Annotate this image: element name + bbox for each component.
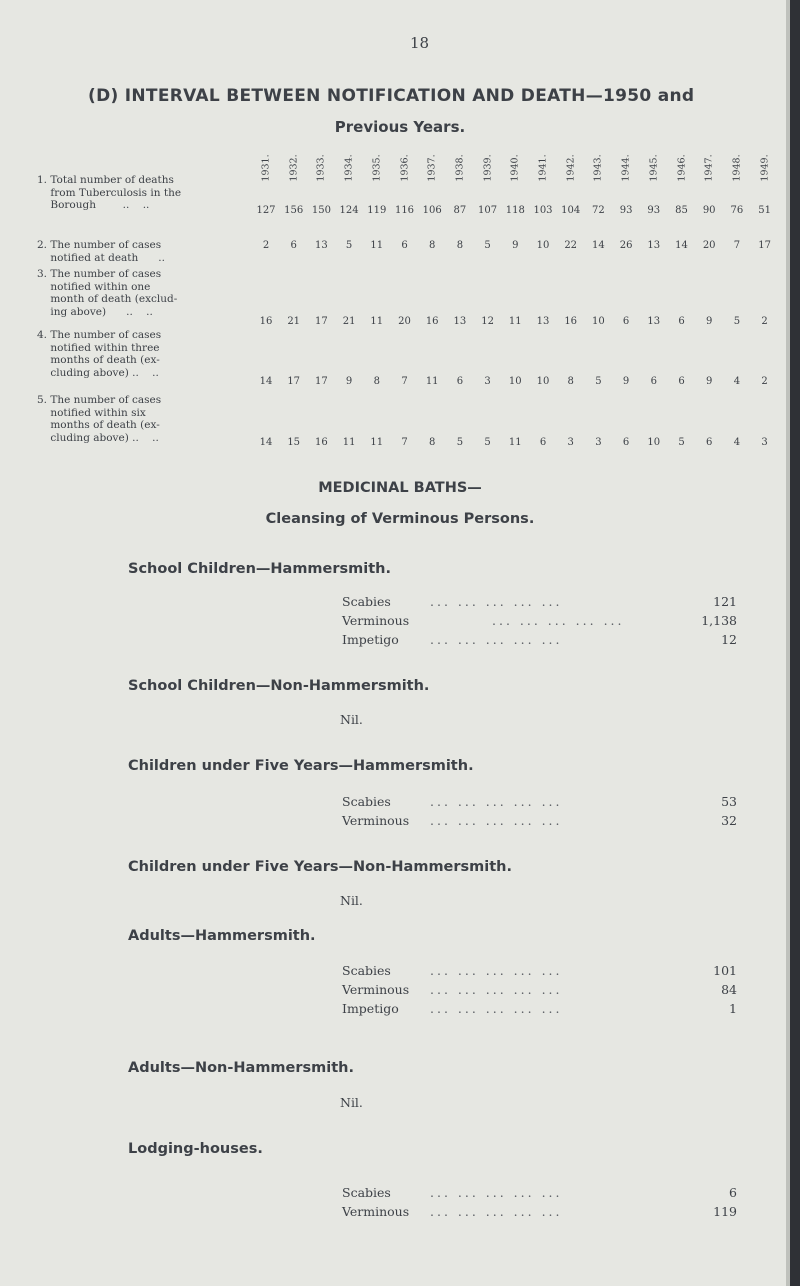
leader-dots: ... ... ... ... ... — [430, 963, 563, 978]
leader-dots: ... ... ... ... ... — [430, 813, 563, 828]
table-cell: 119 — [367, 205, 387, 216]
baths-title: MEDICINAL BATHS— — [318, 480, 482, 496]
section-heading: Lodging-houses. — [128, 1141, 263, 1157]
year-header — [698, 143, 720, 193]
year-header — [643, 143, 665, 193]
table-cell: 17 — [287, 376, 301, 387]
table-cell: 13 — [453, 316, 467, 327]
list-item — [342, 632, 737, 650]
year-header — [671, 143, 693, 193]
year-header-label: 1945. — [648, 154, 660, 182]
table-cell: 6 — [622, 437, 630, 448]
table-cell: 20 — [398, 316, 411, 327]
table-cell: 5 — [595, 376, 602, 387]
table-cell: 13 — [647, 240, 661, 251]
table-cell: 116 — [394, 205, 415, 216]
table-cell: 8 — [567, 376, 574, 387]
item-name: Impetigo — [342, 632, 399, 647]
year-header — [310, 143, 332, 193]
table-cell: 11 — [370, 437, 384, 448]
table-cell: 16 — [564, 316, 578, 327]
table-cell: 22 — [564, 240, 578, 251]
table-cell: 17 — [315, 376, 328, 387]
table-cell: 5 — [678, 437, 685, 448]
year-header-label: 1943. — [592, 154, 604, 182]
item-value: 53 — [721, 794, 737, 809]
item-value: 32 — [721, 813, 737, 828]
list-item — [342, 594, 737, 612]
table-cell: 5 — [733, 316, 741, 327]
year-header — [726, 143, 748, 193]
section-heading: Adults—Hammersmith. — [128, 928, 316, 944]
table-cell: 90 — [702, 205, 716, 216]
nil-text: Nil. — [340, 1095, 363, 1110]
table-cell: 11 — [342, 437, 356, 448]
year-header-label: 1947. — [703, 154, 715, 182]
item-name: Impetigo — [342, 1001, 399, 1016]
table-cell: 6 — [622, 316, 630, 327]
year-header-label: 1948. — [731, 154, 743, 182]
year-header-label: 1940. — [509, 154, 521, 182]
table-cell: 8 — [373, 376, 380, 387]
table-cell: 156 — [284, 205, 304, 216]
baths-subtitle: Cleansing of Verminous Persons. — [265, 511, 535, 527]
item-name: Verminous — [342, 1204, 410, 1219]
item-value: 6 — [729, 1185, 737, 1200]
table-cell: 6 — [290, 240, 297, 251]
table-cell: 85 — [675, 205, 688, 216]
table-cell: 150 — [311, 205, 331, 216]
year-header — [338, 143, 360, 193]
item-value: 119 — [713, 1204, 737, 1219]
page-edge-strip — [786, 0, 790, 1286]
table-cell: 9 — [345, 376, 353, 387]
table-cell: 9 — [622, 376, 630, 387]
table-title: (D) INTERVAL BETWEEN NOTIFICATION AND DEATH—1950 and — [88, 86, 695, 106]
table-cell: 6 — [706, 437, 713, 448]
row-label: 2. The number of cases notified at death .. — [37, 239, 165, 264]
leader-dots: ... ... ... ... ... — [430, 1185, 563, 1200]
table-cell: 76 — [730, 205, 744, 216]
section-heading: Adults—Non-Hammersmith. — [128, 1060, 354, 1076]
table-cell: 9 — [706, 376, 713, 387]
table-cell: 13 — [647, 316, 661, 327]
table-cell: 10 — [647, 437, 661, 448]
item-name: Verminous — [342, 613, 410, 628]
table-cell: 14 — [259, 376, 273, 387]
section-heading: Children under Five Years—Non-Hammersmith. — [128, 859, 513, 875]
year-header-label: 1935. — [371, 154, 383, 182]
section-heading: Children under Five Years—Hammersmith. — [128, 758, 474, 774]
item-name: Verminous — [342, 982, 410, 997]
section-heading: School Children—Non-Hammersmith. — [128, 678, 430, 694]
leader-dots: ... ... ... ... ... — [430, 794, 563, 809]
item-value: 84 — [721, 982, 737, 997]
year-header-label: 1944. — [620, 154, 632, 182]
year-header-label: 1934. — [343, 154, 355, 182]
year-header-label: 1937. — [426, 154, 438, 182]
table-cell: 127 — [256, 205, 276, 216]
table-cell: 6 — [678, 316, 685, 327]
table-cell: 93 — [647, 205, 661, 216]
table-cell: 11 — [370, 240, 384, 251]
table-cell: 13 — [315, 240, 328, 251]
table-cell: 118 — [505, 205, 525, 216]
table-cell: 103 — [533, 205, 553, 216]
table-cell: 5 — [484, 240, 491, 251]
table-cell: 93 — [619, 205, 633, 216]
year-header — [421, 143, 443, 193]
table-cell: 10 — [536, 240, 550, 251]
year-header-label: 1941. — [537, 154, 549, 182]
table-cell: 14 — [592, 240, 605, 251]
table-cell: 2 — [761, 376, 768, 387]
table-cell: 4 — [733, 376, 741, 387]
year-header-label: 1933. — [315, 154, 327, 182]
year-header — [532, 143, 554, 193]
year-header — [754, 143, 776, 193]
table-cell: 106 — [422, 205, 442, 216]
table-cell: 5 — [484, 437, 491, 448]
list-item — [342, 613, 737, 631]
table-cell: 51 — [758, 205, 771, 216]
row-label: 4. The number of cases notified within three months of death (ex- cluding above) .. .. — [37, 329, 162, 379]
table-cell: 11 — [425, 376, 439, 387]
table-cell: 3 — [761, 437, 768, 448]
table-cell: 6 — [401, 240, 408, 251]
year-header — [394, 143, 416, 193]
year-header — [366, 143, 388, 193]
year-header — [560, 143, 582, 193]
list-item — [342, 963, 737, 981]
table-cell: 3 — [484, 376, 491, 387]
row-label: 3. The number of cases notified within one month of death (exclud- ing above) .. .. — [37, 268, 178, 318]
list-item — [342, 813, 737, 831]
table-cell: 6 — [650, 376, 657, 387]
table-cell: 5 — [345, 240, 353, 251]
year-header-label: 1938. — [454, 154, 466, 182]
table-cell: 17 — [758, 240, 771, 251]
list-item — [342, 1185, 737, 1203]
row-label: 1. Total number of deaths from Tuberculosis in the Borough .. .. — [37, 174, 182, 211]
table-cell: 16 — [425, 316, 439, 327]
table-cell: 8 — [429, 240, 436, 251]
table-cell: 20 — [702, 240, 716, 251]
table-cell: 11 — [508, 437, 522, 448]
table-cell: 3 — [595, 437, 602, 448]
table-cell: 7 — [733, 240, 741, 251]
year-header-label: 1936. — [399, 154, 410, 182]
table-cell: 10 — [536, 376, 550, 387]
leader-dots: ... ... ... ... ... — [430, 982, 563, 997]
leader-dots: ... ... ... ... ... — [430, 1001, 563, 1016]
section-heading: School Children—Hammersmith. — [128, 561, 391, 577]
table-cell: 6 — [678, 376, 685, 387]
table-cell: 8 — [456, 240, 464, 251]
table-cell: 13 — [536, 316, 550, 327]
table-cell: 7 — [401, 437, 408, 448]
item-value: 1,138 — [701, 613, 737, 628]
leader-dots: ... ... ... ... ... — [492, 613, 625, 628]
item-value: 121 — [713, 594, 737, 609]
table-cell: 16 — [259, 316, 273, 327]
year-header-label: 1939. — [482, 154, 494, 182]
list-item — [342, 982, 737, 1000]
list-item — [342, 1001, 737, 1019]
table-cell: 15 — [287, 437, 301, 448]
year-header — [477, 143, 499, 193]
item-value: 1 — [729, 1001, 737, 1016]
leader-dots: ... ... ... ... ... — [430, 594, 563, 609]
table-cell: 4 — [733, 437, 741, 448]
nil-text: Nil. — [340, 712, 363, 727]
table-cell: 11 — [370, 316, 384, 327]
year-header — [449, 143, 471, 193]
item-name: Scabies — [342, 794, 391, 809]
table-cell: 124 — [339, 205, 359, 216]
leader-dots: ... ... ... ... ... — [430, 632, 563, 647]
table-cell: 26 — [619, 240, 633, 251]
table-cell: 14 — [675, 240, 688, 251]
table-cell: 6 — [456, 376, 464, 387]
leader-dots: ... ... ... ... ... — [430, 1204, 563, 1219]
table-cell: 17 — [315, 316, 328, 327]
nil-text: Nil. — [340, 893, 363, 908]
table-cell: 72 — [592, 205, 605, 216]
year-header-label: 1932. — [288, 154, 300, 182]
table-cell: 11 — [508, 316, 522, 327]
table-subtitle: Previous Years. — [334, 118, 466, 136]
page-edge-shadow — [790, 0, 800, 1286]
table-cell: 8 — [429, 437, 436, 448]
year-header-label: 1942. — [565, 154, 577, 182]
table-cell: 104 — [561, 205, 581, 216]
list-item — [342, 794, 737, 812]
table-cell: 12 — [481, 316, 494, 327]
table-cell: 16 — [315, 437, 328, 448]
row-label: 5. The number of cases notified within six months of death (ex- cluding above) .. .. — [37, 394, 162, 444]
table-cell: 2 — [262, 240, 270, 251]
year-header-label: 1949. — [759, 154, 771, 182]
item-name: Scabies — [342, 963, 391, 978]
table-cell: 14 — [259, 437, 273, 448]
table-cell: 9 — [512, 240, 519, 251]
table-cell: 6 — [539, 437, 547, 448]
item-name: Scabies — [342, 1185, 391, 1200]
table-cell: 87 — [453, 205, 467, 216]
table-cell: 9 — [706, 316, 713, 327]
table-cell: 7 — [401, 376, 408, 387]
table-cell: 2 — [761, 316, 768, 327]
table-cell: 107 — [478, 205, 498, 216]
table-cell: 10 — [508, 376, 522, 387]
table-cell: 5 — [456, 437, 464, 448]
table-cell: 3 — [567, 437, 574, 448]
item-name: Verminous — [342, 813, 410, 828]
year-header — [504, 143, 526, 193]
table-cell: 10 — [592, 316, 605, 327]
table-cell: 21 — [342, 316, 356, 327]
year-header — [587, 143, 609, 193]
list-item — [342, 1204, 737, 1222]
table-cell: 21 — [287, 316, 301, 327]
year-header — [615, 143, 637, 193]
year-header — [283, 143, 305, 193]
year-header-label: 1931. — [260, 154, 272, 182]
year-header-label: 1946. — [676, 154, 687, 182]
item-name: Scabies — [342, 594, 391, 609]
item-value: 101 — [713, 963, 737, 978]
page-number: 18 — [410, 34, 430, 52]
item-value: 12 — [721, 632, 737, 647]
